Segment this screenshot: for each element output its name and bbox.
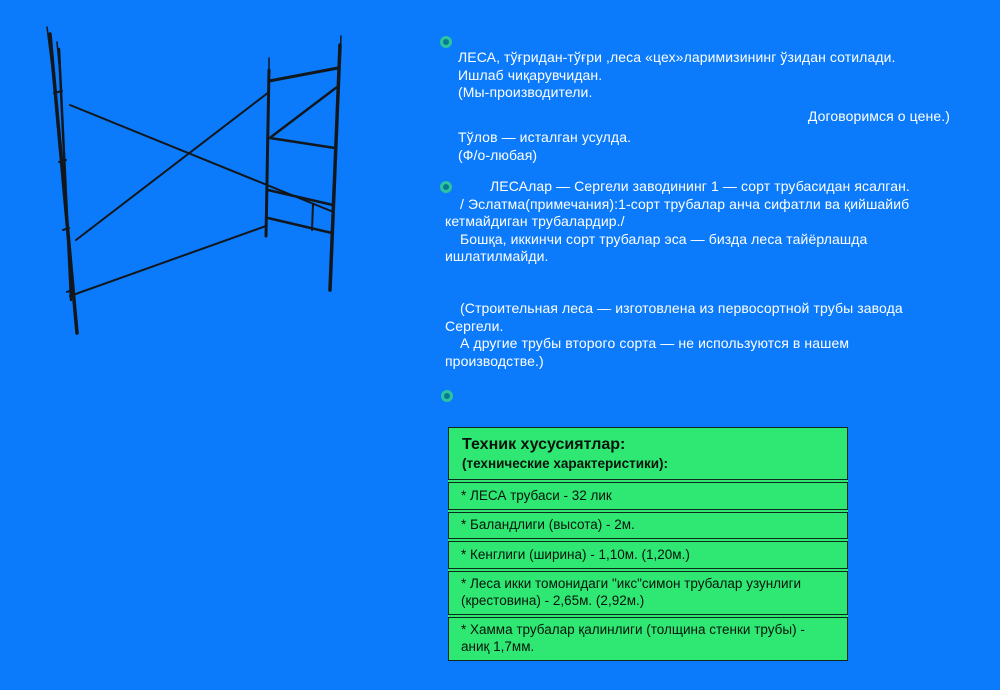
text-line: (Ф/о-любая) <box>458 146 538 163</box>
specs-subtitle: (технические характеристики): <box>462 456 669 471</box>
text-line: Бошқа, иккинчи сорт трубалар эса — бизда леса тайёрлашда <box>460 230 868 247</box>
spec-row: * Хамма трубалар қалинлиги (толщина стенки трубы) - аниқ 1,7мм. <box>448 617 848 661</box>
spec-row: * ЛЕСА трубаси - 32 лик <box>448 482 848 510</box>
text-section-1 <box>445 49 950 164</box>
text-section-3 <box>445 300 950 370</box>
text-line: (Мы-производители. <box>458 84 593 100</box>
text-line: Ишлаб чиқарувчидан. <box>458 66 603 83</box>
text-line: (Строительная леса — изготовлена из первосортной трубы завода <box>460 300 903 316</box>
specs-table <box>448 427 848 661</box>
bullet-icon <box>440 181 452 193</box>
text-line: А другие трубы второго сорта — не используются в нашем <box>460 335 850 351</box>
text-line: Сергели. <box>445 317 504 334</box>
scaffolding-illustration <box>0 0 400 360</box>
text-line: производстве.) <box>445 352 544 369</box>
text-section-2 <box>445 178 950 266</box>
specs-title: Техник хусусиятлар: <box>462 436 626 453</box>
text-line: ЛЕСАлар — Сергели заводининг 1 — сорт трубасидан ясалган. <box>490 178 910 194</box>
specs-table-header <box>448 427 848 480</box>
text-line: ишлатилмайди. <box>445 248 549 264</box>
bullet-icon <box>440 36 452 48</box>
text-line: / Эслатма(примечания):1-сорт трубалар анча сифатли ва қийшайиб <box>460 195 910 212</box>
text-line: Договоримся о цене.) <box>807 107 950 124</box>
spec-row: * Баландлиги (высота) - 2м. <box>448 512 848 540</box>
spec-row: * Леса икки томонидаги "икс"симон трубалар узунлиги (крестовина) - 2,65м. (2,92м.) <box>448 571 848 615</box>
text-line: ЛЕСА, тўғридан-тўғри ,леса «цех»ларимизининг ўзидан сотилади. <box>458 49 896 65</box>
spec-row: * Кенглиги (ширина) - 1,10м. (1,20м.) <box>448 541 848 569</box>
bullet-icon <box>441 390 453 402</box>
text-line: кетмайдиган трубалардир./ <box>445 213 625 229</box>
text-line: Тўлов — исталган усулда. <box>458 129 632 145</box>
